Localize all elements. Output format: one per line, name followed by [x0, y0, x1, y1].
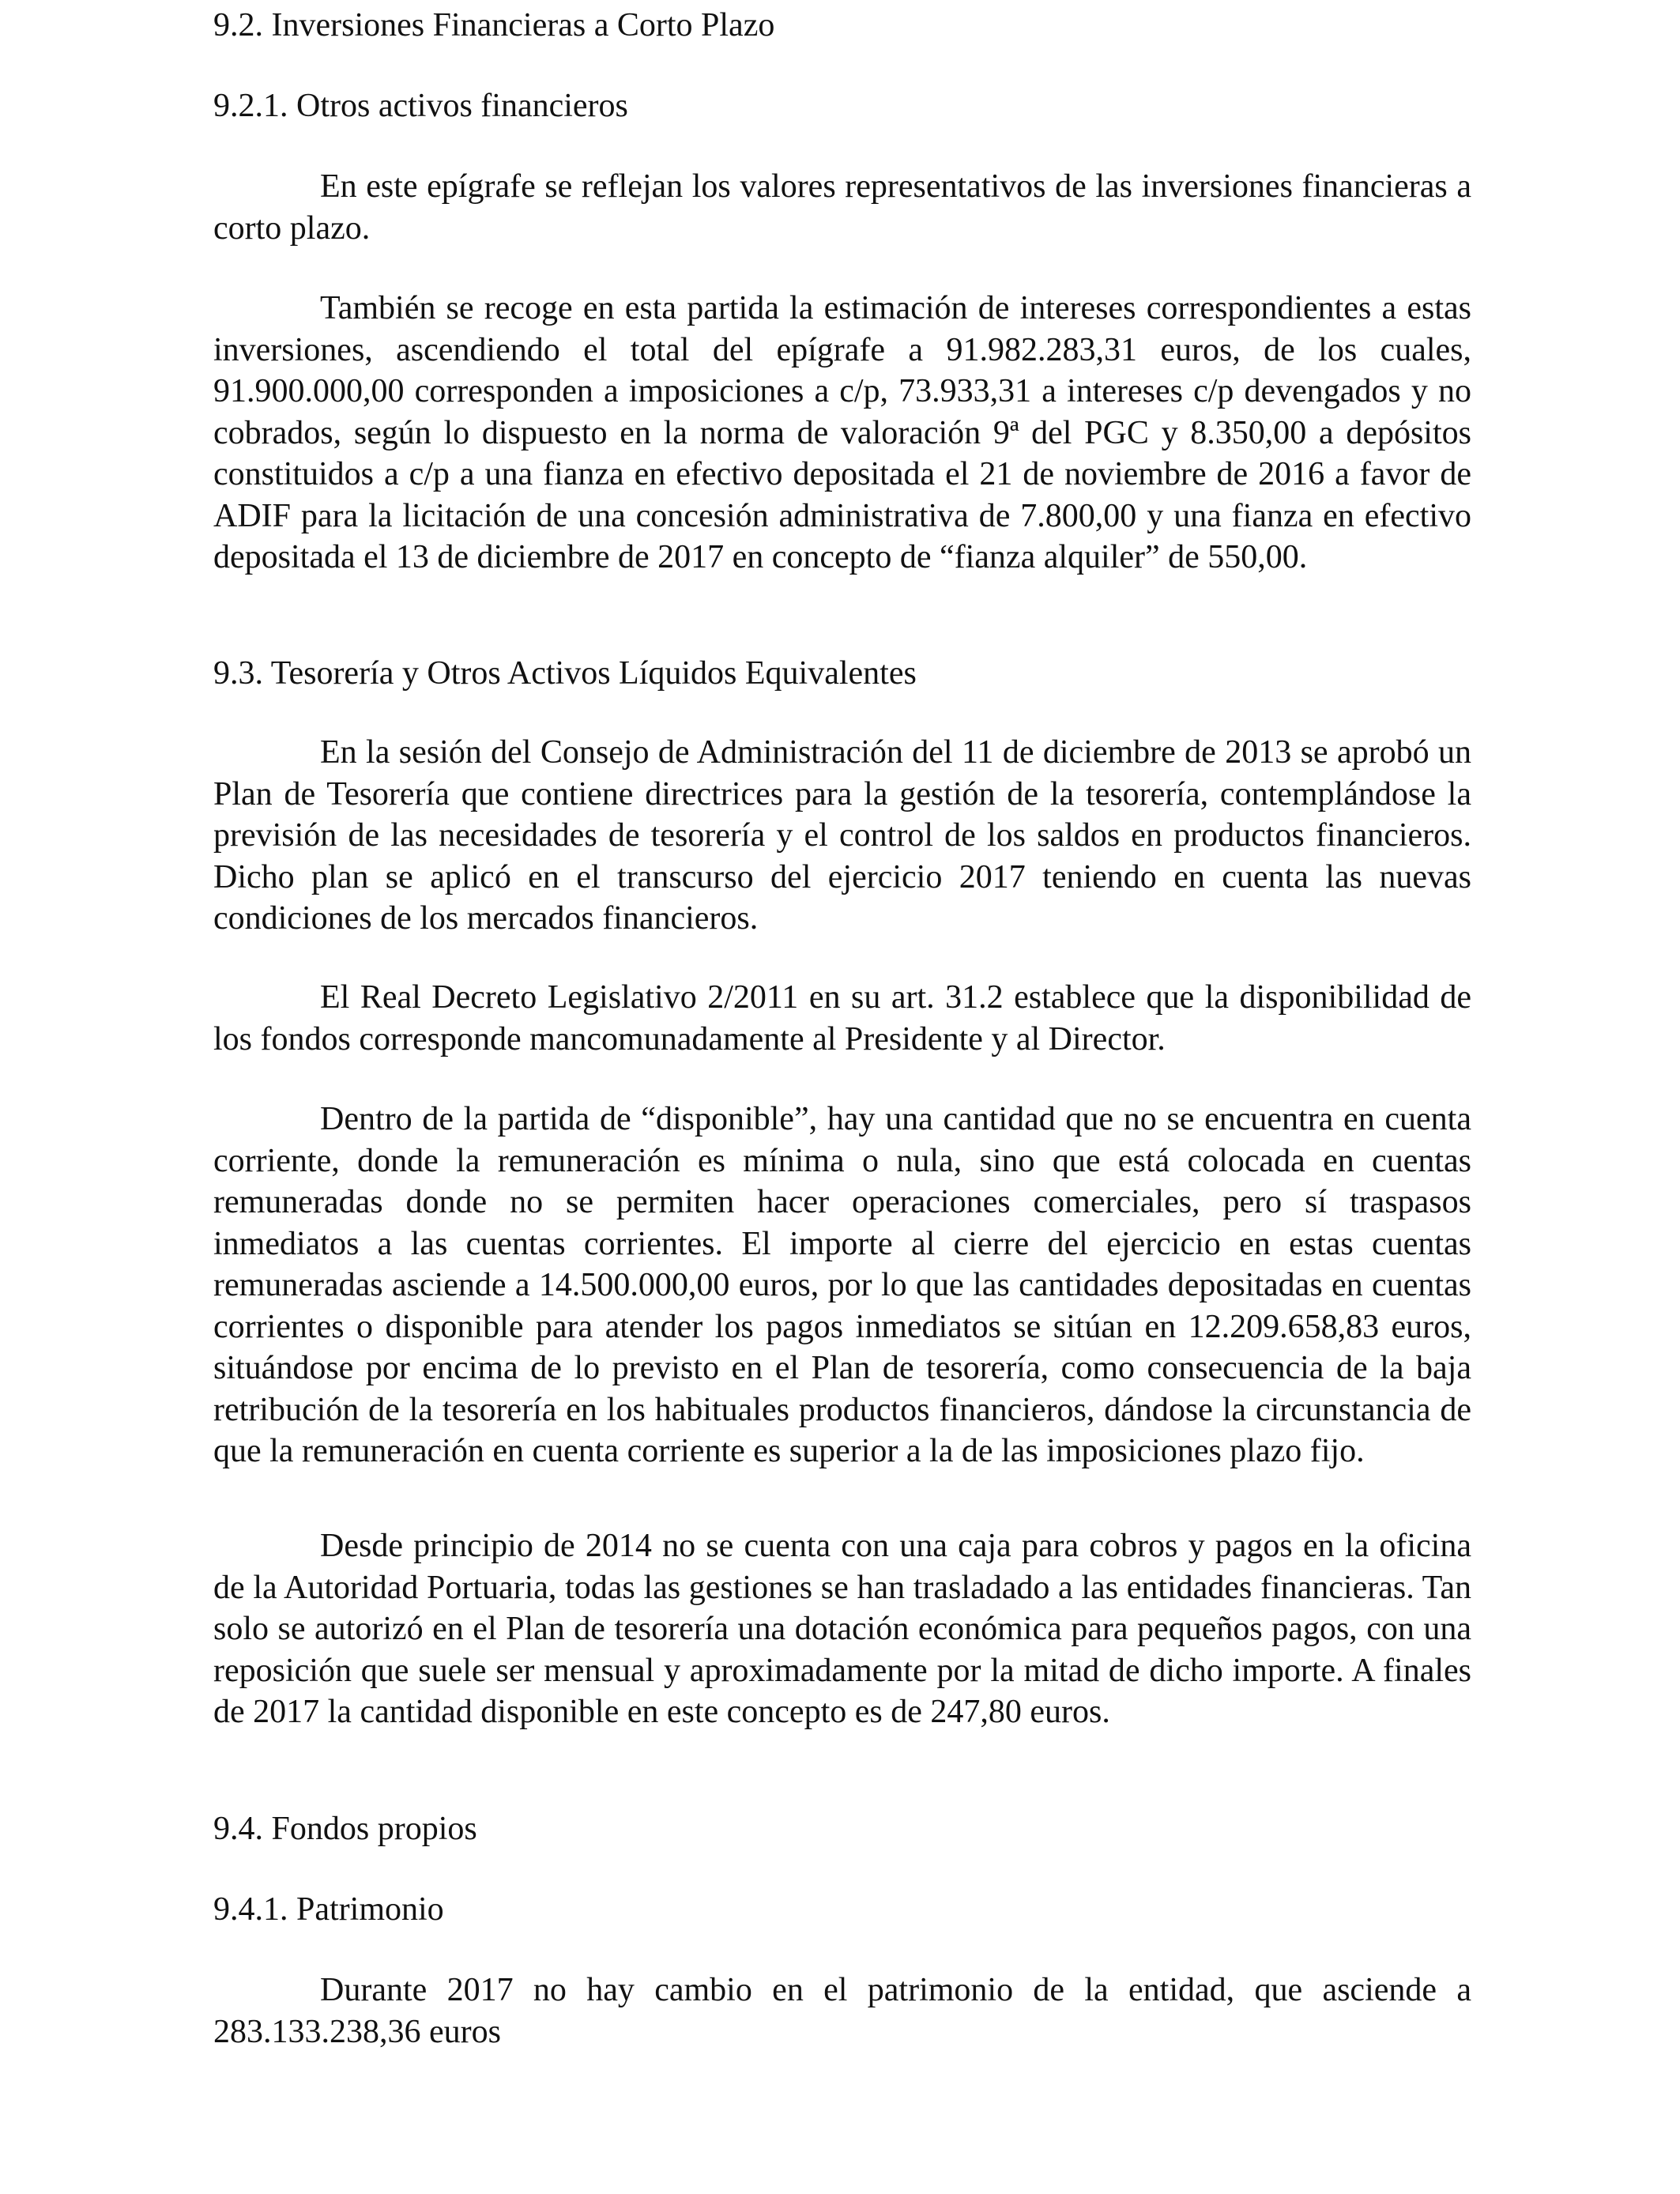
subsection-heading-9-4-1: 9.4.1. Patrimonio	[213, 1891, 444, 1928]
section-heading-9-2: 9.2. Inversiones Financieras a Corto Plazo	[213, 7, 775, 43]
paragraph-disponible: Dentro de la partida de “disponible”, hay una cantidad que no se encuentra en cuenta corriente, donde la remuneración es mínima o nula, sino que está colocada en cuentas remuneradas donde no se permiten hacer operaciones comerciales, pero sí traspasos inmediatos a las cuentas corrientes. El importe al cierre del ejercicio en estas cuentas remuneradas asciende a 14.500.000,00 euros, por lo que las cantidades depositadas en cuentas corrientes o disponible para atender los pagos inmediatos se sitúan en 12.209.658,83 euros, situándose por encima de lo previsto en el Plan de tesorería, como consecuencia de la baja retribución de la tesorería en los habituales productos financieros, dándose la circunstancia de que la remuneración en cuenta corriente es superior a la de las imposiciones plazo fijo.	[213, 1101, 1471, 1469]
paragraph-patrimonio: Durante 2017 no hay cambio en el patrimonio de la entidad, que asciende a 283.133.238,36 euros	[213, 1972, 1471, 2050]
section-heading-9-4: 9.4. Fondos propios	[213, 1811, 477, 1847]
section-heading-9-3: 9.3. Tesorería y Otros Activos Líquidos Equivalentes	[213, 655, 917, 692]
paragraph-intereses: También se recoge en esta partida la estimación de intereses correspondientes a estas inversiones, ascendiendo el total del epígrafe a 91.982.283,31 euros, de los cuales, 91.900.000,00 corresponden a imposiciones a c/p, 73.933,31 a intereses c/p devengados y no cobrados, según lo dispuesto en la norma de valoración 9ª del PGC y 8.350,00 a depósitos constituidos a c/p a una fianza en efectivo depositada el 21 de noviembre de 2016 a favor de ADIF para la licitación de una concesión administrativa de 7.800,00 y una fianza en efectivo depositada el 13 de diciembre de 2017 en concepto de “fianza alquiler” de 550,00.	[213, 290, 1471, 575]
subsection-heading-9-2-1: 9.2.1. Otros activos financieros	[213, 88, 628, 124]
paragraph-real-decreto: El Real Decreto Legislativo 2/2011 en su art. 31.2 establece que la disponibilidad de los fondos corresponde mancomunadamente al Presidente y al Director.	[213, 979, 1471, 1057]
paragraph-epigrafe: En este epígrafe se reflejan los valores representativos de las inversiones financieras a corto plazo.	[213, 168, 1471, 247]
paragraph-plan-tesoreria: En la sesión del Consejo de Administración del 11 de diciembre de 2013 se aprobó un Plan de Tesorería que contiene directrices para la gestión de la tesorería, contemplándose la previsión de las necesidades de tesorería y el control de los saldos en productos financieros. Dicho plan se aplicó en el transcurso del ejercicio 2017 teniendo en cuenta las nuevas condiciones de los mercados financieros.	[213, 734, 1471, 937]
paragraph-caja: Desde principio de 2014 no se cuenta con una caja para cobros y pagos en la oficina de la Autoridad Portuaria, todas las gestiones se han trasladado a las entidades financieras. Tan solo se autorizó en el Plan de tesorería una dotación económica para pequeños pagos, con una reposición que suele ser mensual y aproximadamente por la mitad de dicho importe. A finales de 2017 la cantidad disponible en este concepto es de 247,80 euros.	[213, 1528, 1471, 1730]
